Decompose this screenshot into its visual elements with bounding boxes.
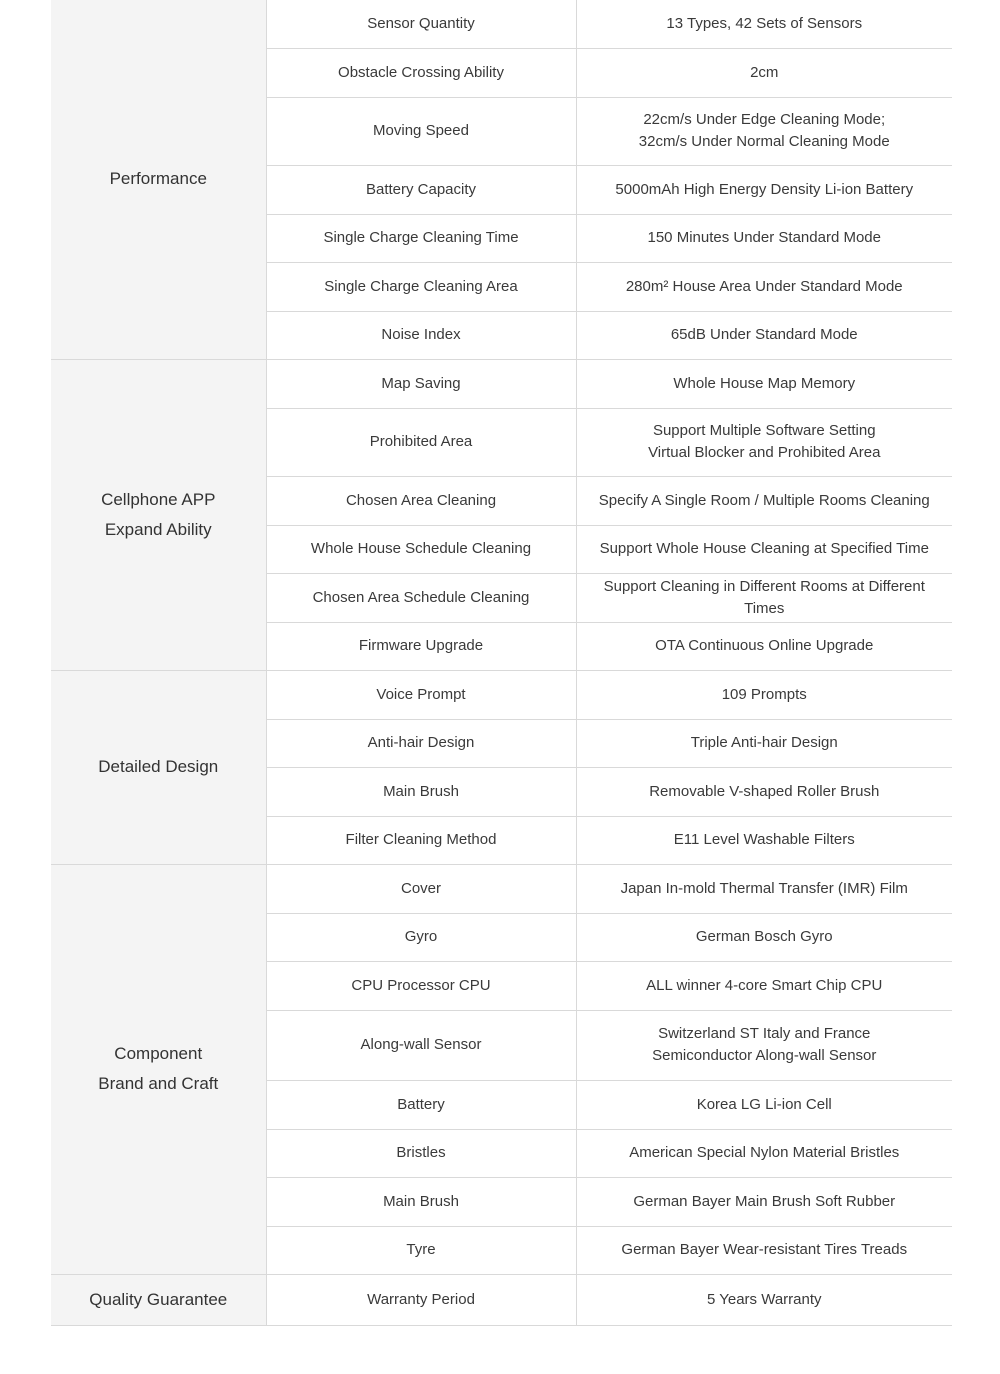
spec-item-value: 109 Prompts xyxy=(576,670,952,719)
spec-item-label: Voice Prompt xyxy=(266,670,576,719)
spec-item-value: 5000mAh High Energy Density Li-ion Battery xyxy=(576,165,952,214)
spec-item-label: Prohibited Area xyxy=(266,408,576,476)
spec-item-value: Removable V-shaped Roller Brush xyxy=(576,767,952,816)
spec-item-label: Tyre xyxy=(266,1226,576,1274)
section-category: Performance xyxy=(51,0,266,359)
spec-table xyxy=(51,0,952,1326)
spec-item-value: Triple Anti-hair Design xyxy=(576,719,952,767)
spec-item-label: Main Brush xyxy=(266,767,576,816)
spec-item-value: German Bayer Wear-resistant Tires Treads xyxy=(576,1226,952,1274)
spec-item-value: 280m² House Area Under Standard Mode xyxy=(576,262,952,311)
spec-item-label: Single Charge Cleaning Area xyxy=(266,262,576,311)
spec-item-label: Bristles xyxy=(266,1129,576,1177)
spec-item-label: Chosen Area Schedule Cleaning xyxy=(266,573,576,622)
spec-item-value: Support Multiple Software Setting Virtual Blocker and Prohibited Area xyxy=(576,408,952,476)
spec-item-label: Battery xyxy=(266,1080,576,1129)
spec-item-label: Obstacle Crossing Ability xyxy=(266,48,576,97)
spec-item-value: 5 Years Warranty xyxy=(576,1274,952,1325)
spec-item-label: Moving Speed xyxy=(266,97,576,165)
spec-row xyxy=(51,670,952,719)
spec-item-value: 13 Types, 42 Sets of Sensors xyxy=(576,0,952,48)
spec-item-label: Battery Capacity xyxy=(266,165,576,214)
spec-item-value: 150 Minutes Under Standard Mode xyxy=(576,214,952,262)
section-category: Detailed Design xyxy=(51,670,266,864)
spec-item-label: Whole House Schedule Cleaning xyxy=(266,525,576,573)
section-category: Quality Guarantee xyxy=(51,1274,266,1325)
spec-item-value: 22cm/s Under Edge Cleaning Mode; 32cm/s Under Normal Cleaning Mode xyxy=(576,97,952,165)
spec-row xyxy=(51,0,952,48)
spec-item-value: ALL winner 4-core Smart Chip CPU xyxy=(576,961,952,1010)
spec-row xyxy=(51,1274,952,1325)
spec-item-label: Single Charge Cleaning Time xyxy=(266,214,576,262)
spec-item-label: Along-wall Sensor xyxy=(266,1010,576,1080)
spec-item-value: Korea LG Li-ion Cell xyxy=(576,1080,952,1129)
spec-item-value: German Bayer Main Brush Soft Rubber xyxy=(576,1177,952,1226)
spec-item-value: Whole House Map Memory xyxy=(576,359,952,408)
spec-item-value: 2cm xyxy=(576,48,952,97)
spec-item-value: E11 Level Washable Filters xyxy=(576,816,952,864)
spec-item-label: Map Saving xyxy=(266,359,576,408)
spec-item-label: Filter Cleaning Method xyxy=(266,816,576,864)
spec-item-value: Support Whole House Cleaning at Specified Time xyxy=(576,525,952,573)
spec-item-label: CPU Processor CPU xyxy=(266,961,576,1010)
spec-item-value: Japan In-mold Thermal Transfer (IMR) Film xyxy=(576,864,952,913)
spec-item-label: Main Brush xyxy=(266,1177,576,1226)
spec-item-label: Anti-hair Design xyxy=(266,719,576,767)
spec-item-label: Warranty Period xyxy=(266,1274,576,1325)
spec-item-label: Sensor Quantity xyxy=(266,0,576,48)
spec-item-label: Chosen Area Cleaning xyxy=(266,476,576,525)
spec-item-label: Firmware Upgrade xyxy=(266,622,576,670)
spec-item-value: German Bosch Gyro xyxy=(576,913,952,961)
spec-item-label: Noise Index xyxy=(266,311,576,359)
spec-item-value: 65dB Under Standard Mode xyxy=(576,311,952,359)
spec-row xyxy=(51,359,952,408)
spec-item-label: Cover xyxy=(266,864,576,913)
spec-item-label: Gyro xyxy=(266,913,576,961)
spec-item-value: Support Cleaning in Different Rooms at Different Times xyxy=(576,573,952,622)
spec-table-body xyxy=(51,0,952,1325)
spec-row xyxy=(51,864,952,913)
section-category: Component Brand and Craft xyxy=(51,864,266,1274)
spec-item-value: Specify A Single Room / Multiple Rooms Cleaning xyxy=(576,476,952,525)
spec-item-value: American Special Nylon Material Bristles xyxy=(576,1129,952,1177)
section-category: Cellphone APP Expand Ability xyxy=(51,359,266,670)
spec-item-value: OTA Continuous Online Upgrade xyxy=(576,622,952,670)
spec-item-value: Switzerland ST Italy and France Semiconductor Along-wall Sensor xyxy=(576,1010,952,1080)
